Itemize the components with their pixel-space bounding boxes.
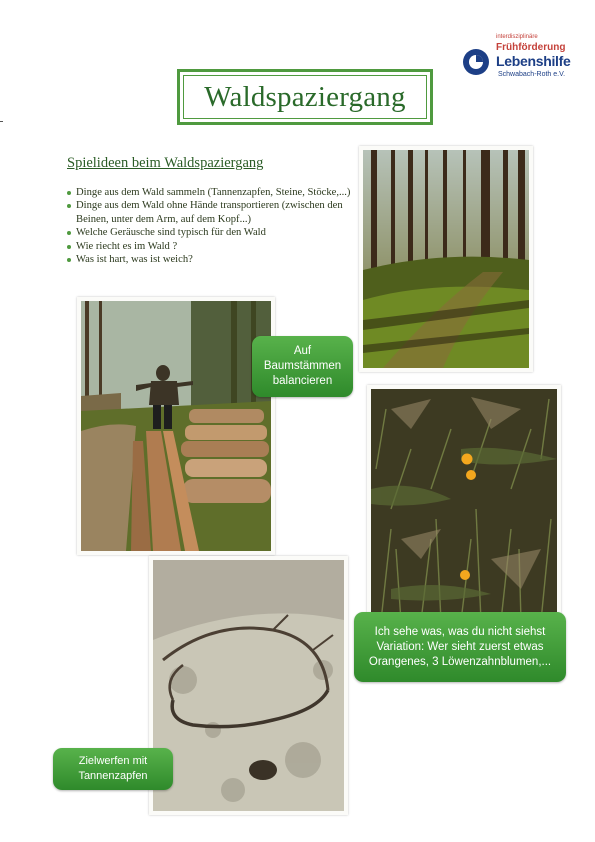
caption-balance: Auf Baumstämmen balancieren	[252, 336, 353, 397]
logo-org: Lebenshilfe	[496, 53, 571, 69]
list-item: Welche Geräusche sind typisch für den Wald	[64, 226, 356, 239]
section-subtitle: Spielideen beim Waldspaziergang	[67, 155, 264, 171]
lebenshilfe-logo	[462, 34, 577, 84]
logo-name-line: Frühförderung	[496, 42, 566, 53]
logo-top-line: interdisziplinäre	[496, 34, 538, 40]
caption-i-spy: Ich sehe was, was du nicht siehst Variation: Wer sieht zuerst etwas Orangenes, 3 Löwenzahnblumen,...	[354, 612, 566, 682]
list-item: Dinge aus dem Wald sammeln (Tannenzapfen, Steine, Stöcke,...)	[64, 186, 356, 199]
lebenshilfe-mark-icon	[462, 48, 490, 76]
page-title: Waldspaziergang	[204, 80, 406, 113]
dandelion-grass-photo	[367, 385, 561, 625]
list-item: Was ist hart, was ist weich?	[64, 253, 356, 266]
log-balancing-photo	[77, 297, 275, 555]
forest-path-photo	[359, 146, 533, 372]
margin-mark	[0, 121, 3, 122]
list-item: Wie riecht es im Wald ?	[64, 240, 356, 253]
ideas-list	[64, 186, 356, 266]
title-frame	[177, 69, 433, 125]
list-item: Dinge aus dem Wald ohne Hände transportieren (zwischen den Beinen, unter dem Arm, auf dem Kopf...)	[64, 199, 356, 226]
stick-target-photo	[149, 556, 348, 815]
caption-cone-throw: Zielwerfen mit Tannenzapfen	[53, 748, 173, 790]
logo-location: Schwabach-Roth e.V.	[498, 71, 566, 78]
